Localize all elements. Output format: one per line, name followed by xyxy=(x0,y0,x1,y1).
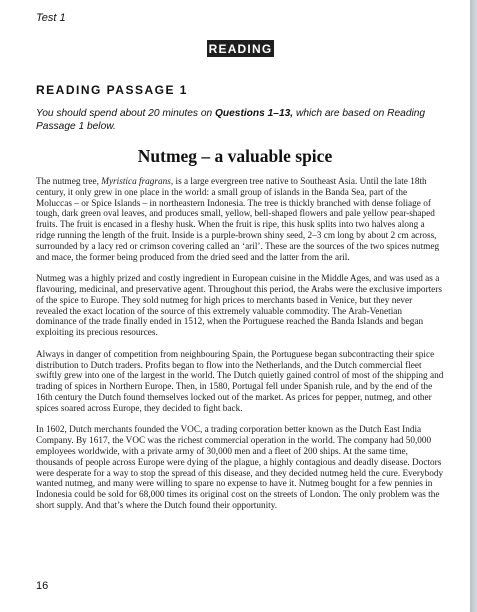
passage-title: Nutmeg – a valuable spice xyxy=(137,146,333,166)
instructions-text-after: which are based on Reading Passage 1 below. xyxy=(36,108,426,132)
test-label: Test 1 xyxy=(36,12,66,24)
paragraph-1-rest: is a large evergreen tree native to Southeast Asia. Until the late 18th century, it only grew in one place in the world: a small group of islands in the Banda Sea, part of the Moluccas – or Spice Islands – in northeastern Indonesia. The tree is thickly branched with dense foliage of tough, dark green oval leaves, and produces small, yellow, bell-shaped flowers and pale yellow pear-shaped fruits. The fruit is encased in a fleshy husk. When the fruit is ripe, this husk splits into two halves along a ridge running the length of the fruit. Inside is a purple-brown shiny seed, 2–3 cm long by about 2 cm across, surrounded by a lacy red or crimson covering called an ‘aril’. These are the sources of the two spices nutmeg and mace, the former being produced from the dried seed and the latter from the aril. xyxy=(36,177,440,263)
section-badge: READING xyxy=(208,41,273,56)
paragraph-1-start: The nutmeg tree, xyxy=(36,177,102,187)
page-number: 16 xyxy=(36,580,49,592)
instructions-text-before: You should spend about 20 minutes on xyxy=(36,108,215,119)
paragraph-2: Nutmeg was a highly prized and costly ingredient in European cuisine in the Middle Ages, and was used as a flavouring, medicinal, and preservative agent. Throughout this period, the Arabs were the exclusive importers of the spice to Europe. They sold nutmeg for high prices to merchants based in Venice, but they never revealed the exact location of the source of this extremely valuable commodity. The Arab-Venetian dominance of the trade finally ended in 1512, when the Portuguese reached the Banda Islands and began exploiting its precious resources. xyxy=(36,274,442,339)
paragraph-4: In 1602, Dutch merchants founded the VOC, a trading corporation better known as the Dutch East India Company. By 1617, the VOC was the richest commercial operation in the world. The company had 50,000 employees worldwide, with a private army of 30,000 men and a fleet of 200 ships. At the same time, thousands of people across Europe were dying of the plague, a highly contagious and deadly disease. Doctors were desperate for a way to stop the spread of this disease, and they decided nutmeg held the cure. Everybody wanted nutmeg, and many were willing to spare no expense to have it. Nutmeg bought for a few pennies in Indonesia could be sold for 68,000 times its original cost on the streets of London. The only problem was the short supply. And that’s where the Dutch found their opportunity. xyxy=(36,425,444,511)
passage-heading: READING PASSAGE 1 xyxy=(36,83,188,97)
instructions xyxy=(36,107,441,133)
species-name: Myristica fragrans, xyxy=(101,177,174,187)
instructions-questions: Questions 1–13, xyxy=(214,108,294,119)
page-edge xyxy=(470,0,477,612)
paragraph-3: Always in danger of competition from neighbouring Spain, the Portuguese began subcontracting their spice distribution to Dutch traders. Profits began to flow into the Netherlands, and the Dutch commercial fleet swiftly grew into one of the largest in the world. The Dutch quietly gained control of most of the shipping and trading of spices in Northern Europe. Then, in 1580, Portugal fell under Spanish rule, and by the end of the 16th century the Dutch found themselves locked out of the market. As prices for pepper, nutmeg, and other spices soared across Europe, they decided to fight back. xyxy=(36,349,444,414)
passage-body xyxy=(36,177,444,523)
paragraph-1 xyxy=(36,177,444,263)
